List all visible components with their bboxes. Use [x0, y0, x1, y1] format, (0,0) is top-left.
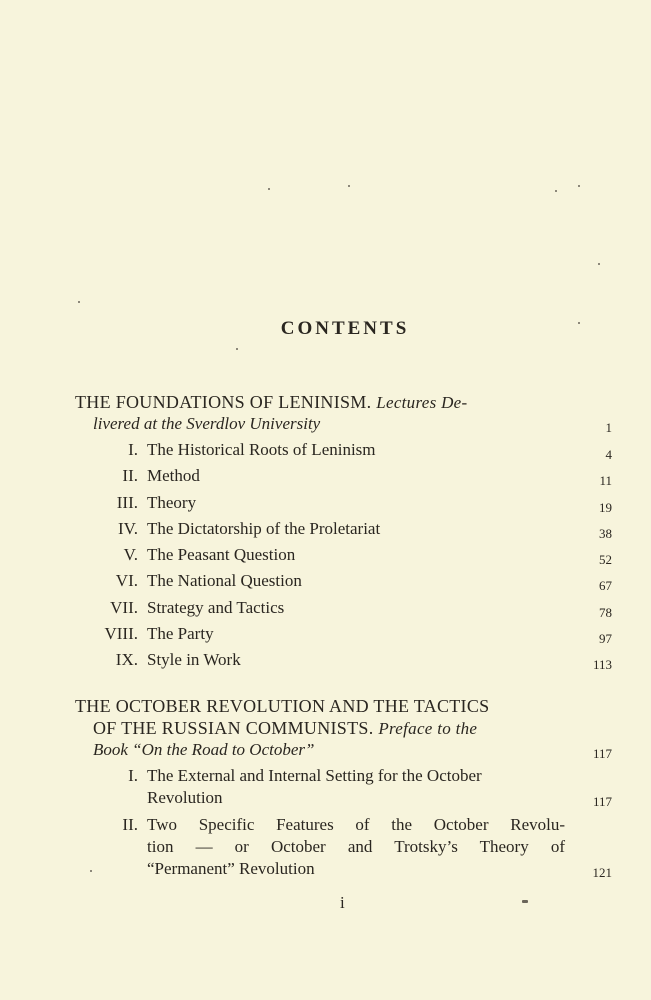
chapter-numeral: I. [128, 440, 138, 459]
chapter-title-line1: Two Specific Features of the October Revolu- [147, 815, 565, 834]
chapter-numeral: III. [116, 493, 138, 512]
chapter-numeral: V. [123, 545, 138, 564]
chapter-title: Theory [147, 493, 197, 512]
paper-speck [236, 348, 238, 350]
chapter-title: The Peasant Question [147, 545, 296, 564]
chapter-title: The National Question [147, 571, 302, 590]
paper-speck [268, 188, 270, 190]
chapter-page: 38 [599, 526, 612, 541]
page-number: i [340, 893, 345, 912]
contents-heading: CONTENTS [280, 318, 410, 339]
chapter-page: 78 [599, 605, 612, 620]
chapter-numeral: VI. [115, 571, 138, 590]
chapter-title: The Historical Roots of Leninism [147, 440, 376, 459]
paper-speck [578, 322, 580, 324]
paper-speck [578, 185, 580, 187]
chapter-numeral: II. [122, 466, 138, 485]
chapter-numeral: I. [128, 766, 138, 785]
part-2-title-b [93, 718, 477, 739]
chapter-title: Method [147, 466, 200, 485]
part-1-title-main: THE FOUNDATIONS OF LENINISM. [75, 392, 372, 412]
chapter-page: 113 [592, 657, 612, 672]
paper-speck [348, 185, 350, 187]
paper-speck [522, 900, 528, 903]
chapter-numeral: IV. [118, 519, 138, 538]
chapter-page: 97 [599, 631, 612, 646]
paper-speck [90, 870, 92, 872]
part-1-subtitle-b: livered at the Sverdlov University [93, 414, 321, 433]
paper-speck [555, 190, 557, 192]
chapter-title: Style in Work [147, 650, 241, 669]
chapter-title-line2: tion — or October and Trotsky’s Theory of [147, 837, 565, 856]
chapter-page: 117 [592, 794, 612, 809]
part-2-subtitle-b: Book “On the Road to October” [93, 740, 315, 759]
paper-speck [78, 301, 80, 303]
chapter-page: 11 [599, 473, 612, 488]
chapter-numeral: VII. [110, 598, 138, 617]
chapter-numeral: IX. [115, 650, 138, 669]
chapter-numeral: II. [122, 815, 138, 834]
chapter-title-line1: The External and Internal Setting for the October [147, 766, 482, 785]
part-2-title-b-main: OF THE RUSSIAN COMMUNISTS. [93, 718, 374, 738]
chapter-page: 19 [599, 500, 612, 515]
chapter-title: The Party [147, 624, 214, 643]
chapter-page: 52 [599, 552, 612, 567]
chapter-page: 67 [599, 578, 612, 593]
chapter-numeral: VIII. [104, 624, 138, 643]
chapter-title: The Dictatorship of the Proletariat [147, 519, 381, 538]
chapter-title-line2: Revolution [147, 788, 223, 807]
part-1-subtitle-a: Lectures De- [376, 393, 468, 412]
part-1-title [75, 392, 467, 413]
chapter-page: 4 [605, 447, 612, 462]
part-2-subtitle-a: Preface to the [378, 719, 478, 738]
chapter-title-line3: “Permanent” Revolution [147, 859, 315, 878]
paper-speck [598, 263, 600, 265]
part-2-page: 117 [592, 746, 612, 761]
chapter-title: Strategy and Tactics [147, 598, 285, 617]
part-1-page: 1 [605, 420, 612, 435]
part-2-title-a: THE OCTOBER REVOLUTION AND THE TACTICS [75, 696, 490, 716]
chapter-page: 121 [592, 865, 612, 880]
